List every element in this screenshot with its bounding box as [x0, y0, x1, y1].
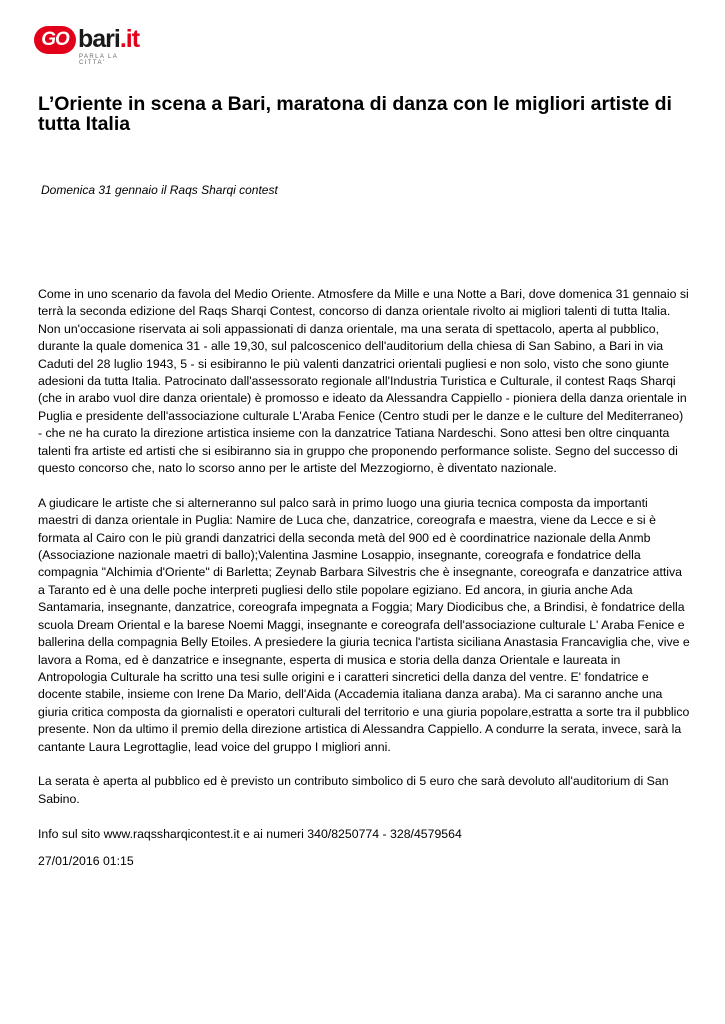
- article-paragraph: Come in uno scenario da favola del Medio Oriente. Atmosfere da Mille e una Notte a Bari, dove domenica 31 gennaio si terrà la seconda edizione del Raqs Sharqi Contest, concorso di danza orientale rivolto ai migliori talenti di tutta Italia. Non un'occasione riservata ai soli appassionati di danza orientale, ma una serata di spettacolo, aperta al pubblico, durante la quale domenica 31 - alle 19,30, sul palcoscenico dell'auditorium della chiesa di San Sabino, a Bari in via Caduti del 28 luglio 1943, 5 - si esibiranno le più valenti danzatrici orientali pugliesi e non solo, visto che sono giunte adesioni da tutta Italia. Patrocinato dall'assessorato regionale all'Industria Turistica e Culturale, il contest Raqs Sharqi (che in arabo vuol dire danza orientale) è promosso e ideato da Alessandra Cappiello - pioniera della danza orientale in Puglia e presidente dell'associazione culturale L'Araba Fenice (Centro studi per le danze e le culture del Mediterraneo) - che ne ha curato la direzione artistica insieme con la danzatrice Tatiana Nardeschi. Sono attesi ben oltre cinquanta talenti fra artiste ed artisti che si esibiranno sia in gruppo che proponendo performance soliste. Segno del successo di questo concorso che, nato lo scorso anno per le artiste del Mezzogiorno, è diventato nazionale.: [38, 287, 689, 476]
- logo-badge: [34, 26, 76, 54]
- article-subtitle: Domenica 31 gennaio il Raqs Sharqi contest: [41, 183, 278, 197]
- article-body: [38, 286, 690, 860]
- article-paragraph: Info sul sito www.raqssharqicontest.it e ai numeri 340/8250774 - 328/4579564: [38, 826, 462, 841]
- article-paragraph: A giudicare le artiste che si alterneranno sul palco sarà in primo luogo una giuria tecnica composta da importanti maestri di danza orientale in Puglia: Namire de Luca che, danzatrice, coreografa e maestra, viene da Lecce e si è formata al Cairo con le più grandi danzatrici della seconda metà del 900 ed è coordinatrice nazionale della Anmb (Associazione nazionale maetri di ballo);Valentina Jasmine Losappio, insegnante, coreografa e fondatrice della compagnia "Alchimia d'Oriente" di Barletta; Zeynab Barbara Silvestris che è insegnante, coreografa e danzatrice attiva a Taranto ed è una delle poche interpreti pugliesi dello stile popolare egiziano. Ed ancora, in giuria anche Ada Santamaria, insegnante, danzatrice, coreografa impegnata a Foggia; Mary Diodicibus che, a Brindisi, è fondatrice della scuola Dream Oriental e la barese Noemi Maggi, insegnante e coreografa dell'associazione culturale L' Araba Fenice e ballerina della compagnia Belly Etoiles. A presiedere la giuria tecnica l'artista siciliana Anastasia Francaviglia che, vive e lavora a Roma, ed è danzatrice e insegnante, esperta di musica e storia della danza Orientale e laureata in Antropologia Culturale ha scritto una tesi sulle origini e i caratteri sincretici della danza del ventre. E' fondatrice e docente stabile, insieme con Irene Da Mario, dell'Aida (Accademia italiana danza araba). Ma ci saranno anche una giuria critica composta da giornalisti e operatori culturali del territorio e una giuria popolare,estratta a sorte tra il pubblico presente. Non da ultimo il premio della direzione artistica di Alessandra Cappiello. A condurre la serata, invece, sarà la cantante Laura Legrottaglie, lead voice del gruppo I migliori anni.: [38, 495, 690, 754]
- article-paragraph: La serata è aperta al pubblico ed è previsto un contributo simbolico di 5 euro che sarà devoluto all'auditorium di San Sabino.: [38, 774, 669, 806]
- logo-name: bari: [78, 25, 120, 53]
- site-logo[interactable]: [34, 22, 144, 66]
- article-title: L’Oriente in scena a Bari, maratona di danza con le migliori artiste di tutta Italia: [38, 93, 672, 135]
- logo-tld: .it: [119, 25, 140, 53]
- article-timestamp: 27/01/2016 01:15: [38, 854, 134, 868]
- logo-badge-text: GO: [41, 29, 69, 50]
- logo-tagline: PARLA LA CITTA': [79, 54, 118, 66]
- logo-wordmark: [78, 25, 139, 54]
